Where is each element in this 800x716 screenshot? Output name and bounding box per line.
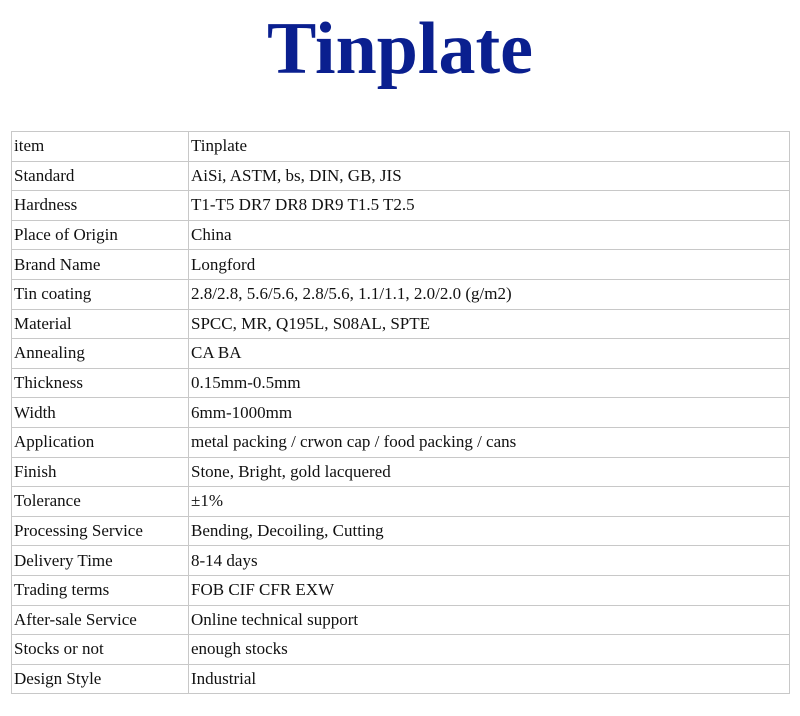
row-label: Width [12,398,189,428]
row-label: Tolerance [12,487,189,517]
table-row [12,664,790,694]
row-value: AiSi, ASTM, bs, DIN, GB, JIS [189,161,790,191]
row-value: Industrial [189,664,790,694]
row-label: Brand Name [12,250,189,280]
table-row [12,398,790,428]
row-label: Standard [12,161,189,191]
row-label: Finish [12,457,189,487]
row-label: Material [12,309,189,339]
row-value: enough stocks [189,635,790,665]
row-label: Thickness [12,368,189,398]
row-label: Hardness [12,191,189,221]
page-title: Tinplate [267,8,533,90]
row-value: 0.15mm-0.5mm [189,368,790,398]
row-value: T1-T5 DR7 DR8 DR9 T1.5 T2.5 [189,191,790,221]
row-value: 8-14 days [189,546,790,576]
row-value: CA BA [189,339,790,369]
row-value: 6mm-1000mm [189,398,790,428]
table-row [12,427,790,457]
row-value: Stone, Bright, gold lacquered [189,457,790,487]
spec-table [11,131,790,694]
table-row [12,635,790,665]
row-value: Online technical support [189,605,790,635]
row-value: Longford [189,250,790,280]
row-label: Tin coating [12,279,189,309]
table-row [12,309,790,339]
table-row [12,339,790,369]
table-row [12,191,790,221]
row-label: Trading terms [12,575,189,605]
table-row [12,368,790,398]
row-value: FOB CIF CFR EXW [189,575,790,605]
row-value: China [189,220,790,250]
row-label: Place of Origin [12,220,189,250]
row-label: Stocks or not [12,635,189,665]
table-row [12,457,790,487]
table-row [12,220,790,250]
table-row [12,546,790,576]
table-row [12,161,790,191]
table-row [12,487,790,517]
row-value: metal packing / crwon cap / food packing / cans [189,427,790,457]
row-value: Tinplate [189,132,790,162]
table-row [12,605,790,635]
row-value: 2.8/2.8, 5.6/5.6, 2.8/5.6, 1.1/1.1, 2.0/2.0 (g/m2) [189,279,790,309]
row-label: Design Style [12,664,189,694]
row-label: Delivery Time [12,546,189,576]
row-value: SPCC, MR, Q195L, S08AL, SPTE [189,309,790,339]
table-row [12,279,790,309]
row-label: Processing Service [12,516,189,546]
row-value: ±1% [189,487,790,517]
table-row [12,516,790,546]
table-row [12,250,790,280]
row-value: Bending, Decoiling, Cutting [189,516,790,546]
table-row [12,575,790,605]
row-label: Application [12,427,189,457]
row-label: item [12,132,189,162]
row-label: After-sale Service [12,605,189,635]
row-label: Annealing [12,339,189,369]
table-row [12,132,790,162]
